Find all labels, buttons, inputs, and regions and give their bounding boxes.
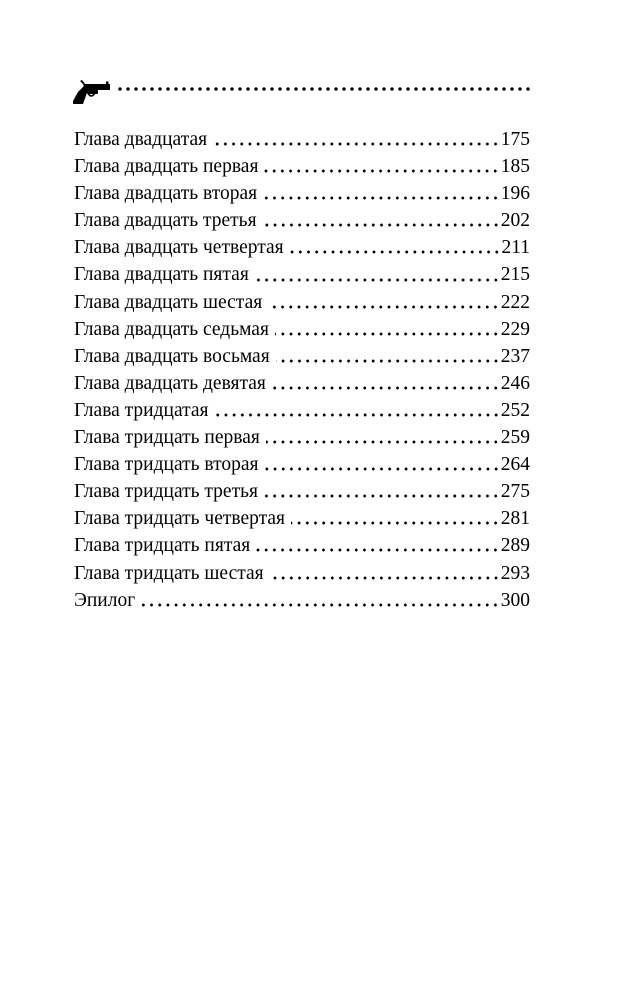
dot-leader [215,413,500,417]
dotted-rule [116,87,530,91]
toc-entry-page-number: 246 [500,372,530,394]
toc-entry [74,532,530,559]
toc-entry-title: Глава двадцать вторая [74,183,258,205]
toc-entry-title: Глава тридцатая [74,399,209,421]
toc-entry [74,478,530,505]
toc-entry-page-number: 293 [500,562,530,584]
toc-entry-title: Глава тридцать четвертая [74,508,286,530]
dot-leader [256,548,500,552]
toc-entry-title: Глава тридцать пятая [74,535,251,557]
toc-entry [74,316,530,343]
toc-entry-page-number: 222 [500,291,530,313]
toc-entry [74,343,530,370]
toc-entry-title: Глава тридцать третья [74,481,258,503]
toc-entry-title: Глава двадцать первая [74,156,259,178]
toc-entry-page-number: 259 [500,427,530,449]
toc-entry-page-number: 275 [500,481,530,503]
toc-entry [74,126,530,153]
dot-leader [275,332,500,336]
toc-entry [74,560,530,587]
dot-leader [263,196,500,200]
toc-entry-page-number: 237 [500,345,530,367]
toc-entry-title: Глава двадцать третья [74,210,257,232]
toc-entry [74,587,530,614]
toc-entry-page-number: 300 [500,589,530,611]
dot-leader [213,142,500,146]
toc-entry [74,424,530,451]
toc-entry-title: Эпилог [74,589,136,611]
dot-leader [255,278,500,282]
toc-entry [74,451,530,478]
toc-entry-title: Глава двадцать пятая [74,264,249,286]
dot-leader [270,576,500,580]
toc-entry-title: Глава двадцать восьмая [74,345,270,367]
dot-leader [290,250,501,254]
toc-entry-page-number: 202 [500,210,530,232]
toc-entry-page-number: 281 [500,508,530,530]
toc-entry-page-number: 252 [500,399,530,421]
dot-leader [291,521,500,525]
toc-entry-title: Глава двадцатая [74,129,208,150]
revolver-icon [72,78,112,106]
toc-entry-page-number: 196 [500,183,530,205]
toc-entry-title: Глава тридцать шестая [74,562,264,584]
header-ornament [72,78,530,108]
toc-entry [74,370,530,397]
toc-entry-title: Глава тридцать вторая [74,454,259,476]
toc-entry-title: Глава двадцать четвертая [74,237,284,259]
toc-entry [74,180,530,207]
toc-entry [74,153,530,180]
toc-entry-page-number: 264 [500,454,530,476]
toc-entry [74,397,530,424]
dot-leader [265,467,500,471]
dot-leader [266,440,500,444]
toc-entry-title: Глава двадцать шестая [74,291,263,313]
toc-entry [74,261,530,288]
toc-entry-title: Глава тридцать первая [74,427,260,449]
toc-entry-page-number: 289 [500,535,530,557]
toc-entry-page-number: 175 [500,129,530,150]
toc-entry [74,289,530,316]
dot-leader [263,223,500,227]
toc-entry-page-number: 185 [500,156,530,178]
toc-entry-page-number: 211 [501,237,530,259]
dot-leader [264,169,499,173]
toc-entry [74,234,530,261]
dot-leader [276,359,500,363]
dot-leader [264,494,500,498]
toc-entry [74,505,530,532]
table-of-contents [74,126,530,614]
dot-leader [268,305,500,309]
toc-entry-title: Глава двадцать седьмая [74,318,269,340]
dot-leader [272,386,500,390]
dot-leader [141,603,500,607]
toc-entry [74,207,530,234]
toc-entry-page-number: 215 [500,264,530,286]
toc-entry-page-number: 229 [500,318,530,340]
toc-entry-title: Глава двадцать девятая [74,372,266,394]
